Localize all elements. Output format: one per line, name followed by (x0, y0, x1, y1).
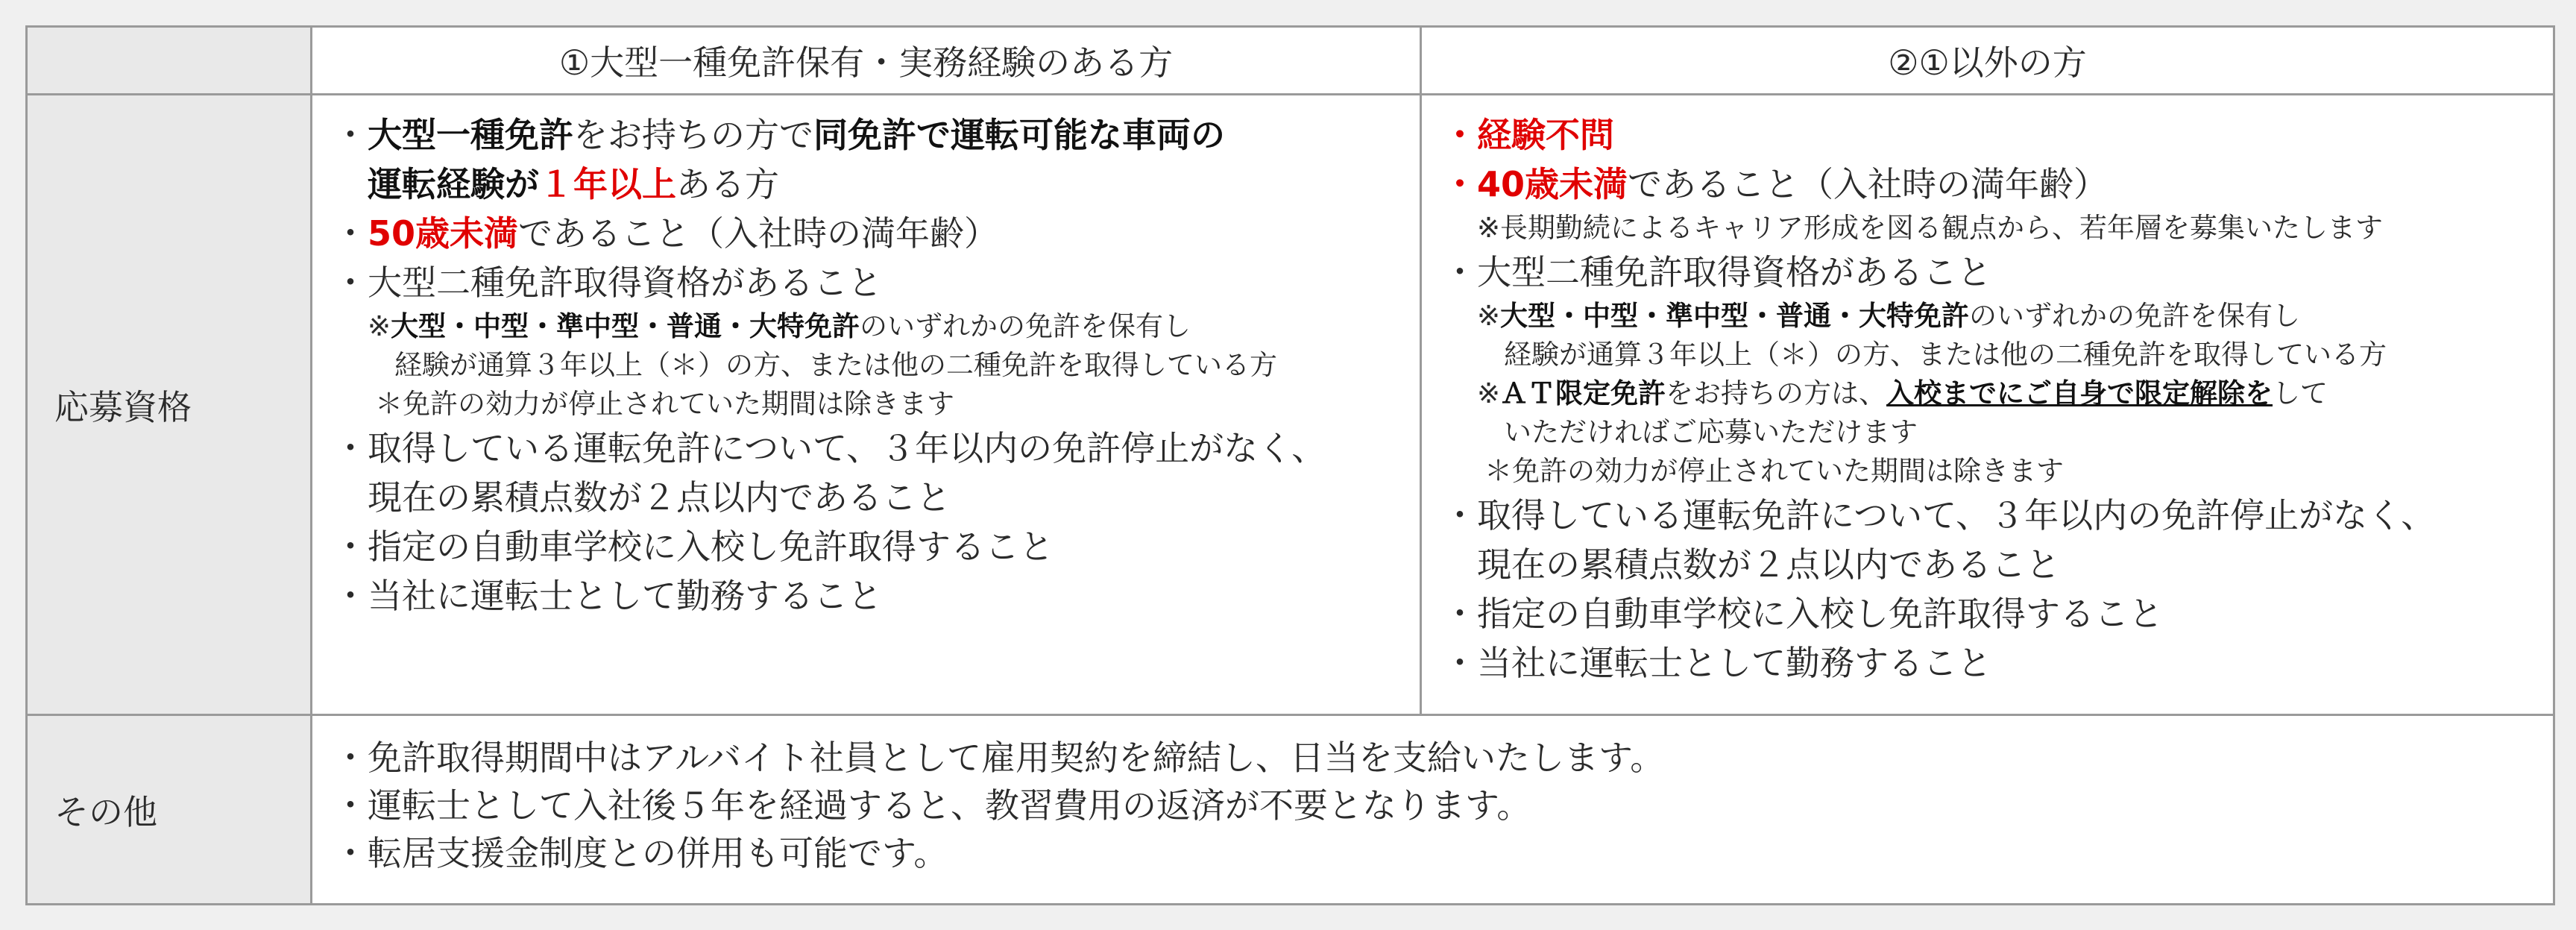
requirement-line: ・経験不問 (1443, 115, 1614, 155)
recruitment-requirements-table (25, 25, 2555, 905)
other-info-line: ・運転士として入社後５年を経過すると、教習費用の返済が不要となります。 (333, 785, 1531, 826)
other-info-cell (312, 715, 2554, 905)
requirement-note: ＊免許の効力が停止されていた期間は除きます (375, 388, 954, 420)
requirement-line: ・40歳未満であること（入社時の満年齢） (1443, 164, 2109, 204)
requirement-line: 現在の累積点数が２点以内であること (1477, 544, 2060, 585)
requirement-note: ＊免許の効力が停止されていた期間は除きます (1484, 455, 2064, 487)
other-info-line: ・免許取得期間中はアルバイト社員として雇用契約を締結し、日当を支給いたします。 (333, 738, 1665, 778)
requirement-line: ・当社に運転士として勤務すること (333, 576, 882, 616)
requirement-note: ※大型・中型・準中型・普通・大特免許のいずれかの免許を保有し (1477, 300, 2301, 332)
row-label-other: その他 (27, 715, 312, 905)
requirement-line: ・取得している運転免許について、３年以内の免許停止がなく、 (1443, 495, 2436, 535)
qualifications-experienced-cell (312, 95, 1421, 715)
requirement-note: ※長期勤続によるキャリア形成を図る観点から、若年層を募集いたします (1477, 212, 2383, 244)
requirement-note: いただければご応募いただけます (1504, 416, 1918, 448)
row-label-qualifications: 応募資格 (27, 95, 312, 715)
requirement-note: 経験が通算３年以上（＊）の方、または他の二種免許を取得している方 (394, 349, 1277, 381)
requirement-line: ・50歳未満であること（入社時の満年齢） (333, 213, 999, 254)
requirement-note: 経験が通算３年以上（＊）の方、または他の二種免許を取得している方 (1504, 339, 2387, 371)
column-header-experienced: ①大型一種免許保有・実務経験のある方 (312, 27, 1421, 95)
requirement-line: ・大型二種免許取得資格があること (333, 263, 882, 303)
requirement-note: ※ＡＴ限定免許をお持ちの方は、入校までにご自身で限定解除をして (1477, 377, 2328, 409)
requirement-line: ・指定の自動車学校に入校し免許取得すること (1443, 594, 2163, 634)
requirement-line: ・取得している運転免許について、３年以内の免許停止がなく、 (333, 428, 1326, 468)
requirement-line: 運転経験が１年以上ある方 (368, 164, 779, 204)
column-header-others: ②①以外の方 (1421, 27, 2554, 95)
requirement-line: 現在の累積点数が２点以内であること (368, 477, 951, 518)
requirement-note: ※大型・中型・準中型・普通・大特免許のいずれかの免許を保有し (368, 310, 1191, 342)
requirement-line: ・当社に運転士として勤務すること (1443, 643, 1991, 683)
requirement-line: ・大型二種免許取得資格があること (1443, 252, 1991, 292)
requirement-line: ・大型一種免許をお持ちの方で同免許で運転可能な車両の (333, 115, 1225, 155)
corner-cell (27, 27, 312, 95)
qualifications-others-cell (1421, 95, 2554, 715)
other-info-line: ・転居支援金制度との併用も可能です。 (333, 833, 948, 873)
requirement-line: ・指定の自動車学校に入校し免許取得すること (333, 527, 1054, 567)
